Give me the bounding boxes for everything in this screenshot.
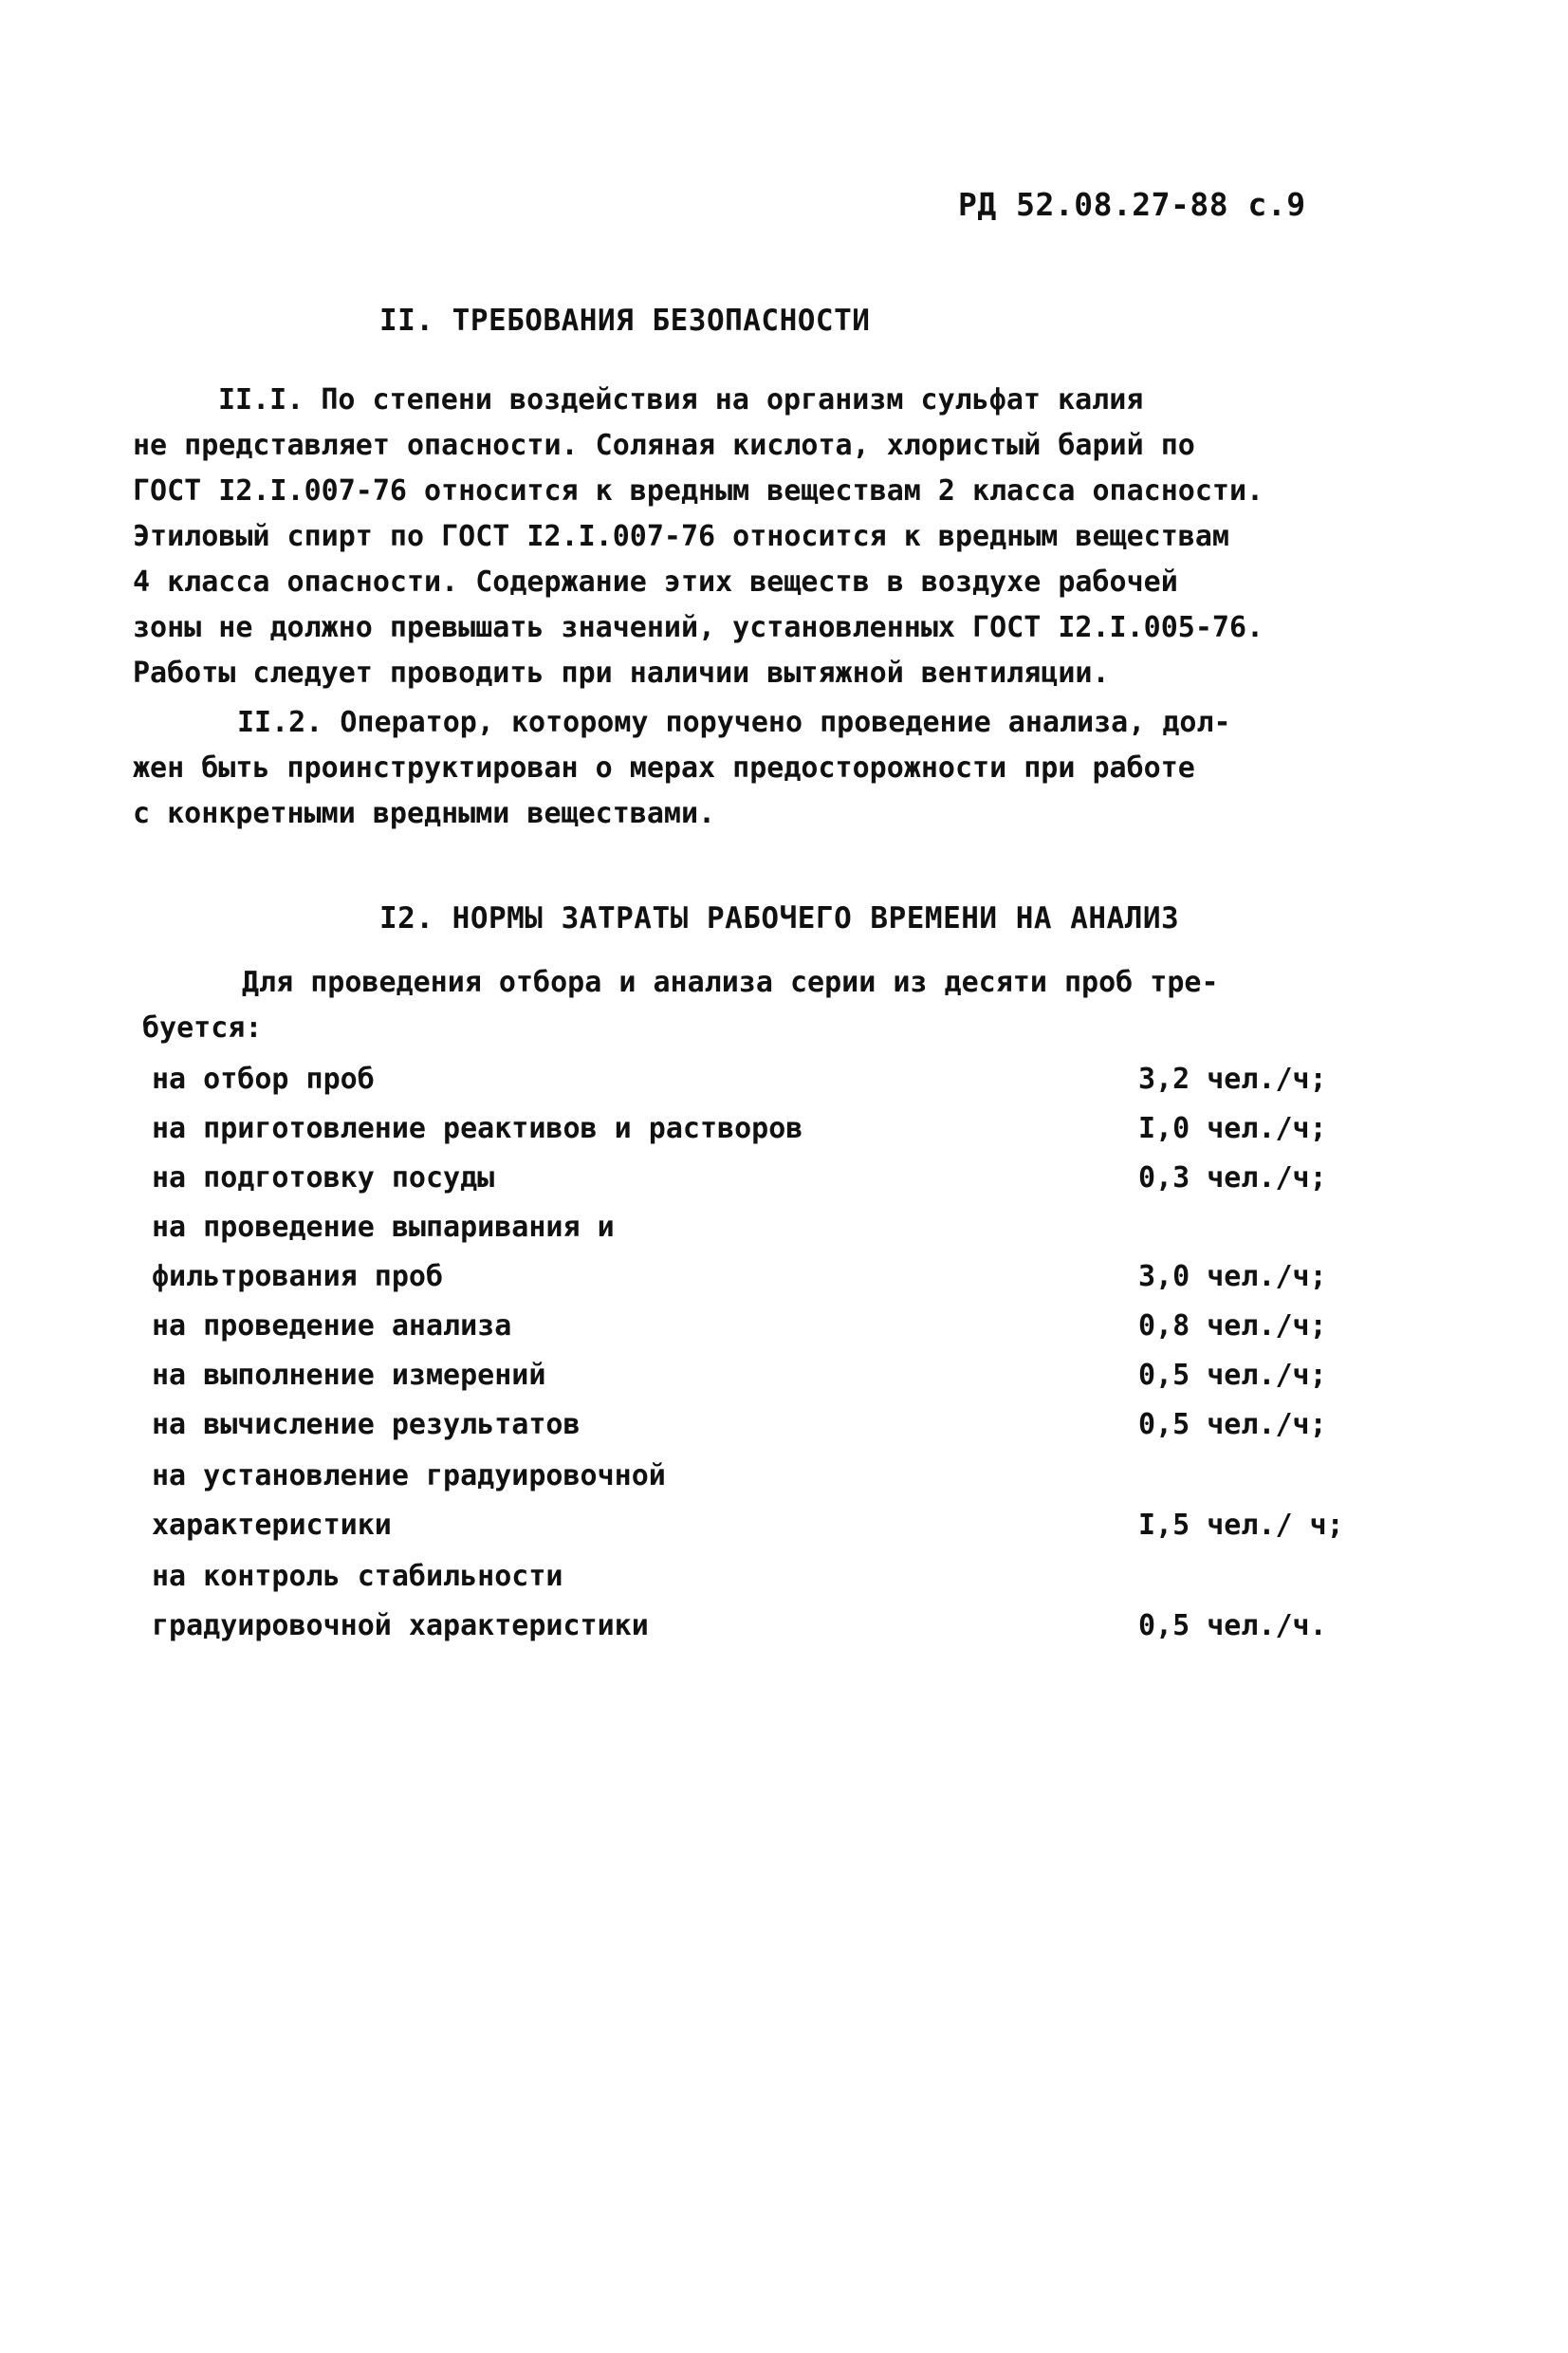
norm-row [152, 1158, 1404, 1199]
norm-row [152, 1256, 1404, 1298]
norm-row [152, 1059, 1404, 1101]
norm-label: на контроль стабильности [152, 1560, 563, 1593]
norm-label: на выполнение измерений [152, 1359, 546, 1392]
section-11-line: Работы следует проводить при наличии вытяжной вентиляции. [133, 657, 1110, 690]
norm-value: 0,5 чел./ч; [1138, 1359, 1327, 1392]
section-11-line: с конкретными вредными веществами. [133, 797, 716, 830]
norm-label: градуировочной характеристики [152, 1609, 649, 1642]
document-reference: РД 52.08.27-88 с.9 [958, 186, 1306, 223]
norm-value: 3,2 чел./ч; [1138, 1063, 1327, 1096]
norm-row [152, 1556, 1404, 1598]
norm-value: I,0 чел./ч; [1138, 1112, 1327, 1145]
section-12-intro-line: буется: [142, 1011, 263, 1045]
section-12-intro-line: Для проведения отбора и анализа серии из десяти проб тре- [242, 966, 1219, 999]
section-12-heading: I2. НОРМЫ ЗАТРАТЫ РАБОЧЕГО ВРЕМЕНИ НА АНАЛИЗ [379, 901, 1180, 936]
norm-row [152, 1306, 1404, 1347]
norm-row [152, 1207, 1404, 1249]
section-11-line: зоны не должно превышать значений, установленных ГОСТ I2.I.005-76. [133, 611, 1264, 644]
norm-row [152, 1404, 1404, 1446]
section-11-line: ГОСТ I2.I.007-76 относится к вредным веществам 2 класса опасности. [133, 474, 1264, 508]
norm-label: характеристики [152, 1509, 392, 1542]
section-11-line: II.2. Оператор, которому поручено проведение анализа, дол- [237, 706, 1231, 739]
norm-label: на приготовление реактивов и растворов [152, 1112, 803, 1145]
norm-value: 0,5 чел./ч. [1138, 1609, 1327, 1642]
norm-value: 3,0 чел./ч; [1138, 1260, 1327, 1293]
section-11-line: жен быть проинструктирован о мерах предосторожности при работе [133, 751, 1195, 785]
section-11-line: II.I. По степени воздействия на организм сульфат калия [218, 383, 1144, 417]
norm-value: 0,5 чел./ч; [1138, 1408, 1327, 1441]
norm-row [152, 1605, 1404, 1647]
norm-label: на вычисление результатов [152, 1408, 581, 1441]
section-11-line: Этиловый спирт по ГОСТ I2.I.007-76 относится к вредным веществам [133, 520, 1229, 553]
section-11-line: 4 класса опасности. Содержание этих веществ в воздухе рабочей [133, 565, 1178, 599]
norm-value: 0,8 чел./ч; [1138, 1309, 1327, 1343]
norm-label: на проведение выпаривания и [152, 1211, 615, 1244]
norm-label: на отбор проб [152, 1063, 375, 1096]
norm-row [152, 1108, 1404, 1150]
section-11-line: не представляет опасности. Соляная кислота, хлористый барий по [133, 429, 1195, 462]
norm-row [152, 1505, 1404, 1547]
norm-row [152, 1355, 1404, 1397]
norm-label: на подготовку посуды [152, 1161, 495, 1195]
norm-label: на установление градуировочной [152, 1459, 666, 1492]
norm-row [152, 1455, 1404, 1497]
norm-label: фильтрования проб [152, 1260, 444, 1293]
norm-label: на проведение анализа [152, 1309, 512, 1343]
norm-value: 0,3 чел./ч; [1138, 1161, 1327, 1195]
norm-value: I,5 чел./ ч; [1138, 1509, 1344, 1542]
section-11-heading: II. ТРЕБОВАНИЯ БЕЗОПАСНОСТИ [379, 304, 871, 338]
